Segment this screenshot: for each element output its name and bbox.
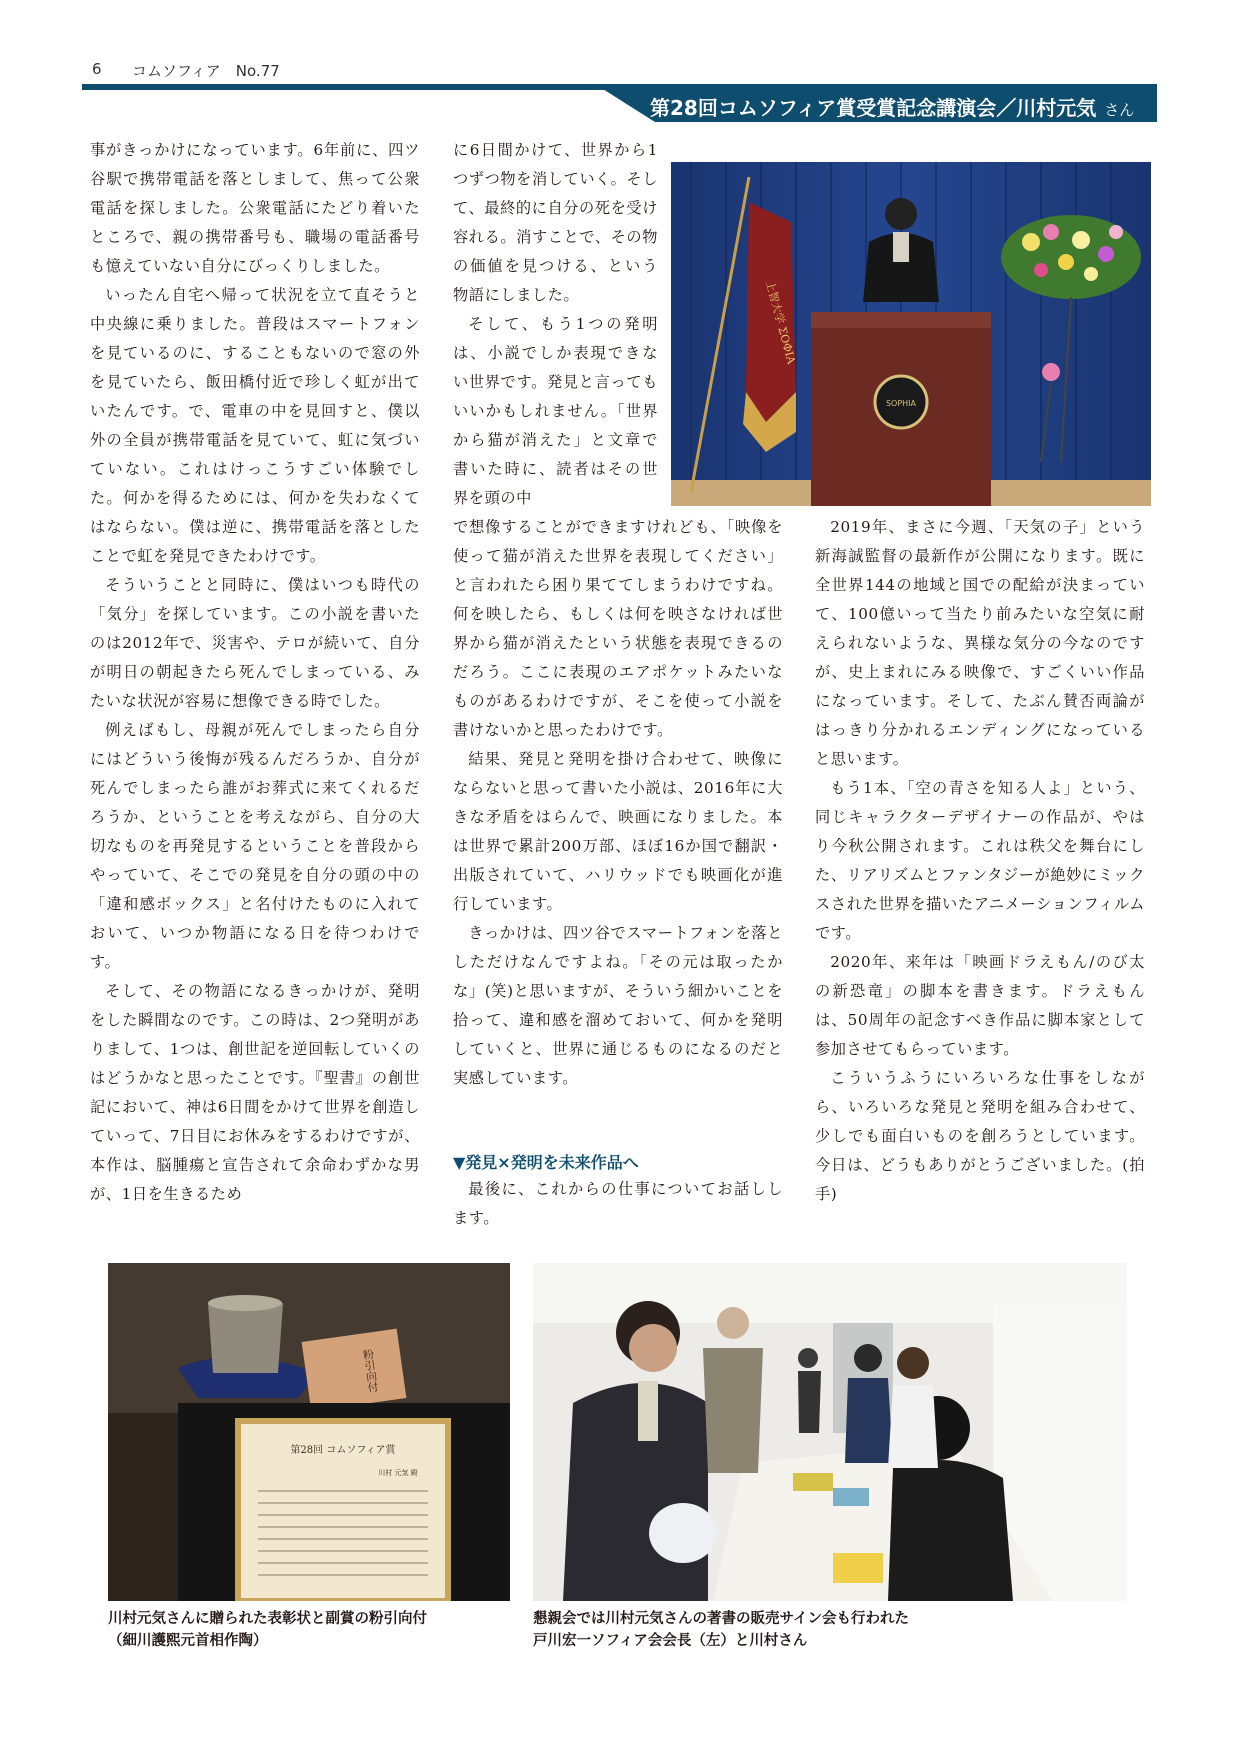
lecture-photo-illustration bbox=[671, 162, 1151, 506]
caption-line: 懇親会では川村元気さんの著書の販売サイン会も行われた bbox=[533, 1611, 909, 1627]
column-2-after-subhead bbox=[453, 1175, 783, 1233]
page-number: 6 bbox=[92, 60, 102, 78]
paragraph: きっかけは、四ツ谷でスマートフォンを落としただけなんですよね。「その元は取ったかな」(笑)と思いますが、そういう細かいことを拾って、違和感を溜めておいて、何かを発明していくと、世界に通じるものになるのだと実感しています。 bbox=[453, 924, 783, 1087]
paragraph: 結果、発見と発明を掛け合わせて、映像にならないと思って書いた小説は、2016年に大きな矛盾をはらんで、映画になりました。本は世界で累計200万部、ほぼ16か国で翻訳・出版されていて、ハリウッドでも映画化が進行しています。 bbox=[453, 750, 783, 913]
paragraph: そして、もう1つの発明は、小説でしか表現できない世界です。発見と言ってもいいかもしれません。「世界から猫が消えた」と文章で書いた時に、読者はその世界を頭の中 bbox=[453, 315, 658, 507]
certificate-photo bbox=[108, 1263, 510, 1601]
paragraph: 2019年、まさに今週、「天気の子」という新海誠監督の最新作が公開になります。既に全世界144の地域と国での配給が決まっていて、100億いって当たり前みたいな空気に耐えられないような、異様な気分の今なのですが、史上まれにみる映像で、すごくいい作品になっています。そして、たぶん賛否両論がはっきり分かれるエンディングになっていると思います。 bbox=[815, 518, 1145, 768]
column-2-top bbox=[453, 136, 658, 513]
signing-photo bbox=[533, 1263, 1127, 1601]
signing-photo-illustration bbox=[533, 1263, 1127, 1601]
column-2-bottom bbox=[453, 513, 783, 1093]
paragraph: 最後に、これからの仕事についてお話しします。 bbox=[453, 1180, 783, 1227]
lecture-photo bbox=[671, 162, 1151, 506]
paragraph: に6日間かけて、世界から1つずつ物を消していく。そして、最終的に自分の死を受け容れる。消すことで、その物の価値を見つける、という物語にしました。 bbox=[453, 141, 658, 304]
article-title-main: 第28回コムソフィア賞受賞記念講演会／川村元気 bbox=[650, 96, 1097, 120]
caption-signing bbox=[533, 1608, 1127, 1652]
caption-line: 川村元気さんに贈られた表彰状と副賞の粉引向付 bbox=[108, 1611, 427, 1627]
flag-text: 上智大学 ΣΟΦΙΑ bbox=[763, 279, 798, 366]
magazine-name: コムソフィア No.77 bbox=[132, 62, 280, 80]
podium-emblem: SOPHIA bbox=[885, 399, 917, 408]
paragraph: こういうふうにいろいろな仕事をしながら、いろいろな発見と発明を組み合わせて、少しでも面白いものを創ろうとしています。今日は、どうもありがとうございました。(拍手) bbox=[815, 1069, 1145, 1203]
caption-line: 戸川宏一ソフィア会会長（左）と川村さん bbox=[533, 1633, 808, 1649]
paragraph: で想像することができますけれども、「映像を使って猫が消えた世界を表現してください」と言われたら困り果ててしまうわけですね。何を映したら、もしくは何を映さなければ世界から猫が消えたという状態を表現できるのだろう。ここに表現のエアポケットみたいなものがあるわけですが、そこを使って小説を書けないかと思ったわけです。 bbox=[453, 518, 783, 739]
paragraph: 例えばもし、母親が死んでしまったら自分にはどういう後悔が残るんだろうか、自分が死んでしまったら誰がお葬式に来てくれるだろうか、ということを考えながら、自分の大切なものを再発見するということを普段からやっていて、そこでの発見を自分の頭の中の「違和感ボックス」と名付けたものに入れておいて、いつか物語になる日を待つわけです。 bbox=[90, 721, 420, 971]
caption-line: （細川護熙元首相作陶） bbox=[108, 1633, 268, 1649]
paragraph: 2020年、来年は「映画ドラえもん/のび太の新恐竜」の脚本を書きます。ドラえもんは、50周年の記念すべき作品に脚本家として参加させてもらっています。 bbox=[815, 953, 1145, 1058]
article-title-suffix: さん bbox=[1104, 101, 1135, 119]
column-3 bbox=[815, 513, 1145, 1209]
certificate-name: 川村 元気 殿 bbox=[378, 1469, 418, 1477]
caption-certificate bbox=[108, 1608, 528, 1652]
certificate-title: 第28回 コムソフィア賞 bbox=[290, 1445, 396, 1456]
article-title bbox=[650, 92, 1150, 121]
box-label: 粉引向付 bbox=[360, 1348, 380, 1394]
section-subheading: ▼発見×発明を未来作品へ bbox=[453, 1153, 639, 1172]
paragraph: そして、その物語になるきっかけが、発明をした瞬間なのです。この時は、2つ発明がありまして、1つは、創世記を逆回転していくのはどうかなと思ったことです。『聖書』の創世記において、神は6日間をかけて世界を創造していって、7日目にお休みをするわけですが、本作は、脳腫瘍と宣告されて余命わずかな男が、1日を生きるため bbox=[90, 982, 420, 1203]
paragraph: そういうことと同時に、僕はいつも時代の「気分」を探しています。この小説を書いたのは2012年で、災害や、テロが続いて、自分が明日の朝起きたら死んでしまっている、みたいな状況が容易に想像できる時でした。 bbox=[90, 576, 420, 710]
paragraph: 事がきっかけになっています。6年前に、四ツ谷駅で携帯電話を落としまして、焦って公衆電話を探しました。公衆電話にたどり着いたところで、親の携帯番号も、職場の電話番号も憶えていない自分にびっくりしました。 bbox=[90, 141, 420, 275]
column-1 bbox=[90, 136, 420, 1209]
paragraph: いったん自宅へ帰って状況を立て直そうと中央線に乗りました。普段はスマートフォンを見ているのに、することもないので窓の外を見ていたら、飯田橋付近で珍しく虹が出ていたんです。で、電車の中を見回すと、僕以外の全員が携帯電話を見ていて、虹に気づいていない。これはけっこうすごい体験でした。何かを得るためには、何かを失わなくてはならない。僕は逆に、携帯電話を落としたことで虹を発見できたわけです。 bbox=[90, 286, 420, 565]
certificate-photo-illustration bbox=[108, 1263, 510, 1601]
paragraph: もう1本、「空の青さを知る人よ」という、同じキャラクターデザイナーの作品が、やはり今秋公開されます。これは秩父を舞台にした、リアリズムとファンタジーが絶妙にミックスされた世界を描いたアニメーションフィルムです。 bbox=[815, 779, 1145, 942]
